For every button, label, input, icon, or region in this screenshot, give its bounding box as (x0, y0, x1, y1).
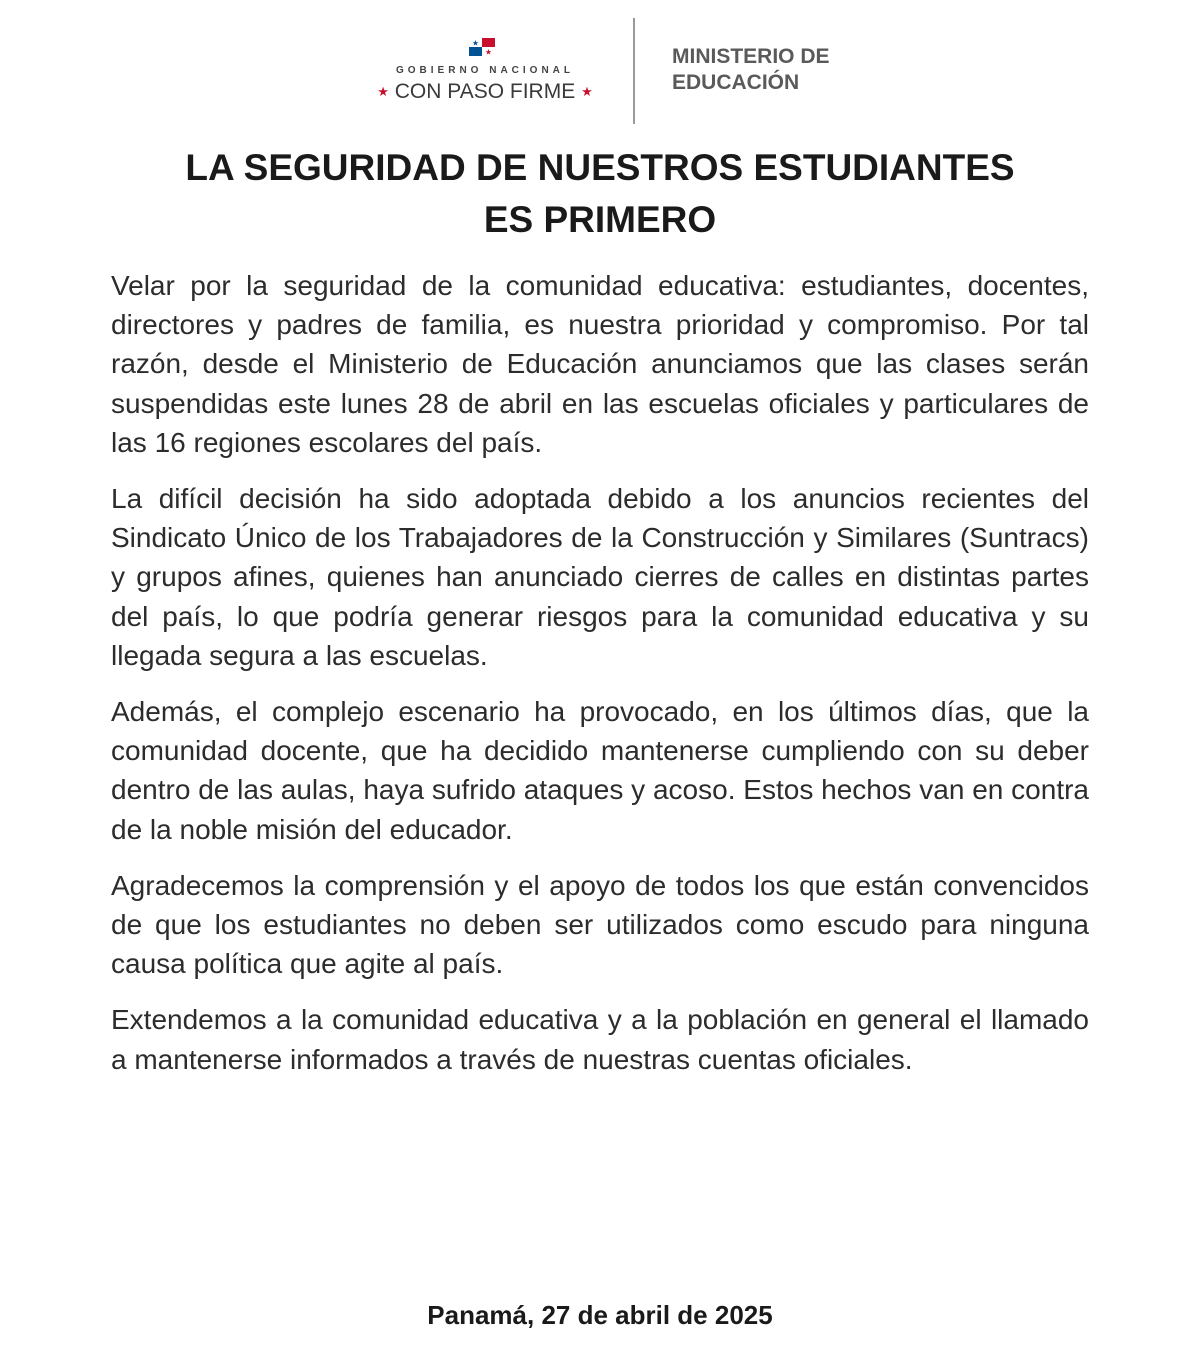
government-name: GOBIERNO NACIONAL (396, 65, 574, 76)
header-divider (633, 18, 635, 124)
government-logo (360, 38, 610, 108)
paragraph-4: Agradecemos la comprensión y el apoyo de todos los que están convencidos de que los estudiantes no deben ser utilizados como escudo para ninguna causa política que agite al país. (111, 869, 1089, 980)
ministry-name-line1: MINISTERIO DE (672, 45, 830, 68)
paragraph-1: Velar por la seguridad de la comunidad educativa: estudiantes, docentes, directores y padres de familia, es nuestra prioridad y compromiso. Por tal razón, desde el Ministerio de Educación anunciamos que las clases serán suspendidas este lunes 28 de abril en las escuelas oficiales y particulares de las 16 regiones escolares del país. (111, 270, 1089, 458)
panama-flag-icon (469, 38, 495, 56)
government-slogan-text: CON PASO FIRME (394, 80, 576, 103)
paragraph-3: Además, el complejo escenario ha provocado, en los últimos días, que la comunidad docente, que ha decidido mantenerse cumpliendo con su deber dentro de las aulas, haya sufrido ataques y acoso. Estos hechos van en contra de la noble misión del educador. (111, 696, 1089, 845)
paragraph-5: Extendemos a la comunidad educativa y a la población en general el llamado a mantenerse informados a través de nuestras cuentas oficiales. (111, 1004, 1089, 1075)
statement-body (111, 266, 1089, 1096)
government-slogan (360, 80, 610, 104)
title-line2: ES PRIMERO (483, 199, 717, 240)
ministry-name-line2: EDUCACIÓN (672, 71, 800, 94)
place-date: Panamá, 27 de abril de 2025 (427, 1300, 773, 1330)
paragraph-2: La difícil decisión ha sido adoptada debido a los anuncios recientes del Sindicato Único de los Trabajadores de la Construcción y Similares (Suntracs) y grupos afines, quienes han anunciado cierres de calles en distintas partes del país, lo que podría generar riesgos para la comunidad educativa y su llegada segura a las escuelas. (111, 483, 1089, 671)
title-line1: LA SEGURIDAD DE NUESTROS ESTUDIANTES (185, 147, 1015, 188)
letterhead (0, 14, 1200, 126)
page-title (0, 142, 1200, 246)
star-icon: ★ (377, 84, 389, 99)
ministry-name (672, 44, 830, 96)
star-icon: ★ (581, 84, 593, 99)
